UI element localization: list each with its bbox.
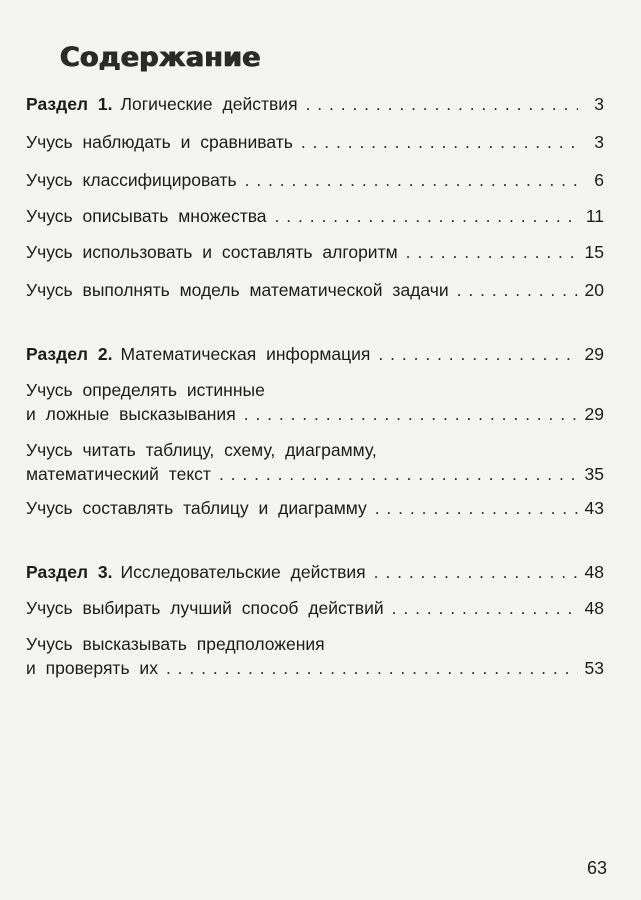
leader-dots xyxy=(301,130,578,154)
entry-title: Учусь наблюдать и сравнивать xyxy=(26,132,293,152)
entry-title: Математическая информация xyxy=(120,344,371,364)
toc-entry[interactable] xyxy=(26,204,604,228)
entry-page: 6 xyxy=(594,170,604,190)
leader-dots xyxy=(392,596,578,620)
entry-title: Учусь выбирать лучший способ действий xyxy=(26,598,384,618)
section-label: Раздел 1. xyxy=(26,94,113,114)
entry-title-line-1: Учусь высказывать предположения xyxy=(26,634,325,654)
section-label: Раздел 2. xyxy=(26,344,113,364)
toc-entry-section-2[interactable] xyxy=(26,342,604,366)
toc-entry[interactable] xyxy=(26,632,604,680)
entry-title: Исследовательские действия xyxy=(120,562,366,582)
toc-entry[interactable] xyxy=(26,168,604,192)
entry-title: Учусь описывать множества xyxy=(26,206,267,226)
toc-entry[interactable] xyxy=(26,378,604,426)
toc-entry[interactable] xyxy=(26,496,604,520)
entry-page: 29 xyxy=(584,404,604,424)
leader-dots xyxy=(378,342,578,366)
leader-dots xyxy=(166,656,578,680)
page-title: Содержание xyxy=(60,42,261,73)
toc-entry[interactable] xyxy=(26,130,604,154)
entry-page: 20 xyxy=(584,280,604,300)
toc-entry[interactable] xyxy=(26,438,604,486)
leader-dots xyxy=(375,496,578,520)
entry-page: 43 xyxy=(584,498,604,518)
entry-title: Учусь составлять таблицу и диаграмму xyxy=(26,498,367,518)
entry-page: 11 xyxy=(585,206,604,226)
toc-entry[interactable] xyxy=(26,240,604,264)
entry-title-line-2: математический текст xyxy=(26,464,211,484)
entry-title-line-2: и ложные высказывания xyxy=(26,404,236,424)
toc-entry[interactable] xyxy=(26,596,604,620)
leader-dots xyxy=(244,402,578,426)
toc-entry-section-1[interactable] xyxy=(26,92,604,116)
entry-page: 35 xyxy=(584,464,604,484)
entry-title-line-1: Учусь определять истинные xyxy=(26,380,265,400)
leader-dots xyxy=(275,204,578,228)
entry-page: 48 xyxy=(584,598,604,618)
leader-dots xyxy=(374,560,578,584)
entry-title: Учусь использовать и составлять алгоритм xyxy=(26,242,398,262)
section-label: Раздел 3. xyxy=(26,562,113,582)
toc-entry-section-3[interactable] xyxy=(26,560,604,584)
entry-page: 48 xyxy=(584,562,604,582)
entry-page: 3 xyxy=(594,94,604,114)
entry-title: Логические действия xyxy=(120,94,298,114)
entry-page: 15 xyxy=(584,242,604,262)
leader-dots xyxy=(457,278,578,302)
leader-dots xyxy=(219,462,578,486)
page-number: 63 xyxy=(586,858,607,878)
entry-page: 29 xyxy=(584,344,604,364)
entry-title: Учусь выполнять модель математической задачи xyxy=(26,280,449,300)
leader-dots xyxy=(406,240,578,264)
entry-title-line-2: и проверять их xyxy=(26,658,158,678)
toc-entry[interactable] xyxy=(26,278,604,302)
entry-page: 3 xyxy=(594,132,604,152)
leader-dots xyxy=(245,168,578,192)
entry-title-line-1: Учусь читать таблицу, схему, диаграмму, xyxy=(26,440,377,460)
entry-title: Учусь классифицировать xyxy=(26,170,237,190)
entry-page: 53 xyxy=(584,658,604,678)
leader-dots xyxy=(306,92,578,116)
